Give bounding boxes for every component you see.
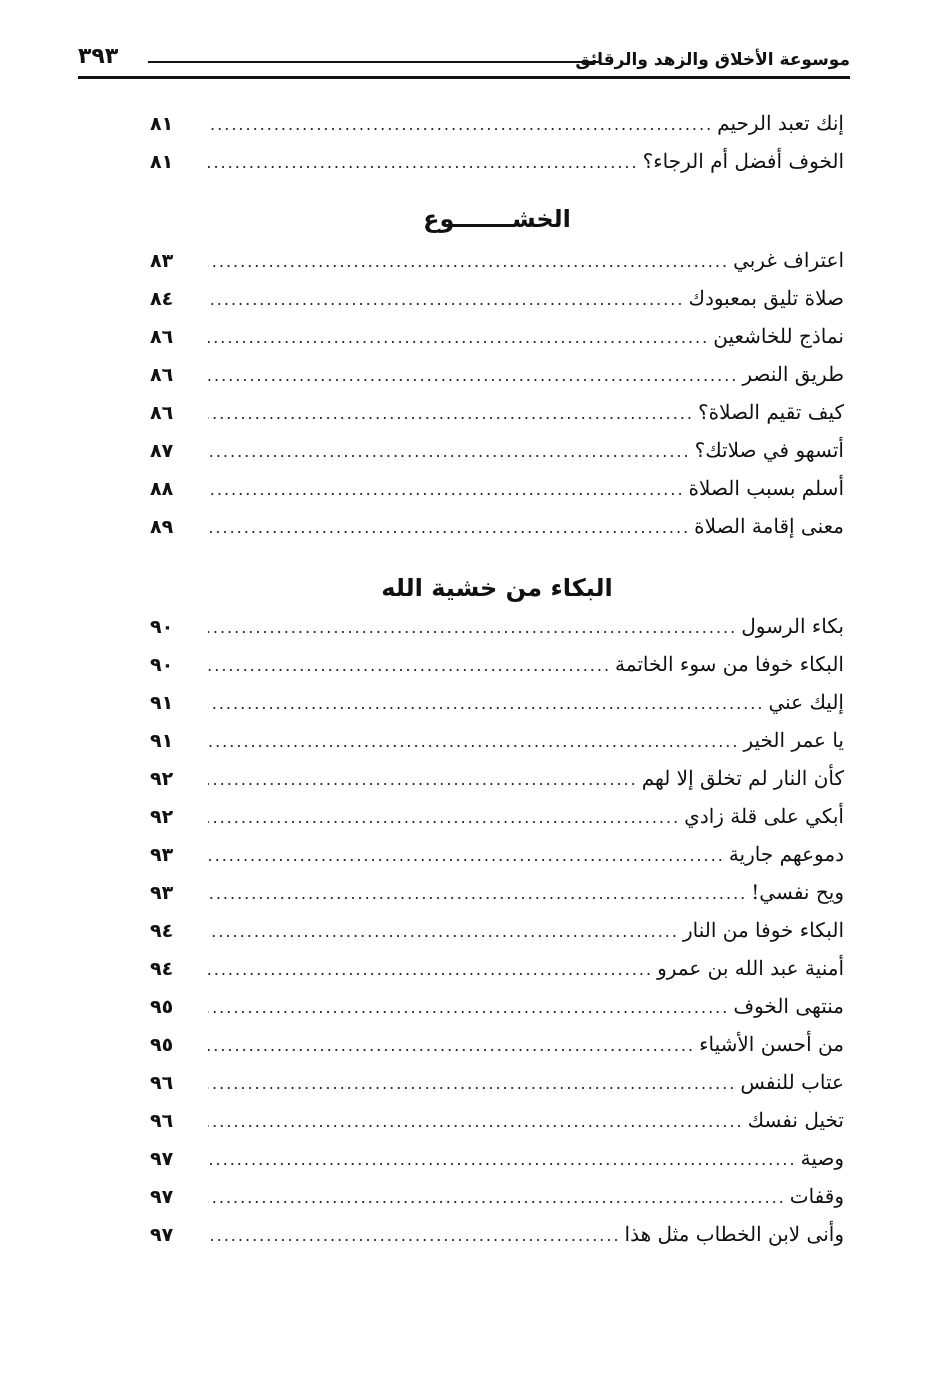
dot-leader	[208, 518, 690, 537]
entry-page-number: ٩٦	[150, 1072, 174, 1094]
toc-entry	[150, 400, 844, 430]
toc-entry	[150, 1032, 844, 1062]
dot-leader	[208, 290, 684, 309]
entry-title: وصية	[800, 1146, 844, 1170]
entry-page-number: ٩٠	[150, 654, 174, 676]
entry-page-number: ٩٣	[150, 844, 174, 866]
entry-page-number: ٨٦	[150, 326, 174, 348]
entry-page-number: ٨٦	[150, 402, 174, 424]
toc-entry	[150, 476, 844, 506]
dot-leader	[208, 1112, 744, 1131]
toc-entry	[150, 438, 844, 468]
entry-title: أبكي على قلة زادي	[684, 804, 844, 828]
toc-entry	[150, 652, 844, 682]
entry-page-number: ٩٧	[150, 1224, 174, 1246]
entry-title: كيف تقيم الصلاة؟	[697, 400, 844, 424]
toc-entry	[150, 728, 844, 758]
header-rule	[148, 61, 600, 63]
entry-title: ويح نفسي!	[751, 880, 844, 904]
toc-entry	[150, 362, 844, 392]
dot-leader	[208, 328, 709, 347]
toc-entry	[150, 614, 844, 644]
entry-title: من أحسن الأشياء	[699, 1032, 844, 1056]
dot-leader	[208, 808, 680, 827]
entry-title: الخوف أفضل أم الرجاء؟	[642, 149, 844, 173]
section-heading: الخشـــــــوع	[423, 205, 571, 233]
header-divider	[78, 76, 850, 79]
dot-leader	[208, 366, 738, 385]
dot-leader	[208, 1188, 786, 1207]
entry-page-number: ٩٥	[150, 1034, 174, 1056]
entry-page-number: ٨٧	[150, 440, 174, 462]
entry-page-number: ٩١	[150, 692, 174, 714]
section-heading: البكاء من خشية الله	[381, 574, 613, 602]
entry-page-number: ٨٩	[150, 516, 174, 538]
toc-entry	[150, 1108, 844, 1138]
dot-leader	[208, 1226, 621, 1245]
dot-leader	[208, 656, 611, 675]
entry-title: عتاب للنفس	[740, 1070, 844, 1094]
toc-entry	[150, 690, 844, 720]
toc-entry	[150, 1184, 844, 1214]
entry-title: وأنى لابن الخطاب مثل هذا	[624, 1222, 844, 1246]
dot-leader	[208, 732, 739, 751]
toc-entry	[150, 149, 844, 179]
toc-entry	[150, 1222, 844, 1252]
entry-page-number: ٩٦	[150, 1110, 174, 1132]
entry-title: اعتراف غربي	[733, 248, 844, 272]
entry-page-number: ٩١	[150, 730, 174, 752]
dot-leader	[208, 153, 639, 172]
entry-title: أتسهو في صلاتك؟	[694, 438, 844, 462]
entry-page-number: ٨٦	[150, 364, 174, 386]
entry-page-number: ٨٣	[150, 250, 174, 272]
entry-title: كأن النار لم تخلق إلا لهم	[641, 766, 844, 790]
dot-leader	[208, 770, 638, 789]
entry-title: نماذج للخاشعين	[713, 324, 844, 348]
dot-leader	[208, 115, 713, 134]
entry-title: إنك تعبد الرحيم	[717, 111, 844, 135]
dot-leader	[208, 960, 653, 979]
entry-title: البكاء خوفا من النار	[682, 918, 844, 942]
dot-leader	[208, 922, 679, 941]
entry-title: صلاة تليق بمعبودك	[688, 286, 844, 310]
entry-page-number: ٨٤	[150, 288, 174, 310]
dot-leader	[208, 618, 737, 637]
page-number: ٣٩٣	[78, 44, 119, 69]
toc-entry	[150, 766, 844, 796]
toc-entry	[150, 1070, 844, 1100]
toc-entry	[150, 111, 844, 141]
entry-page-number: ٨١	[150, 151, 174, 173]
entry-page-number: ٩٧	[150, 1186, 174, 1208]
toc-entry	[150, 918, 844, 948]
dot-leader	[208, 1036, 695, 1055]
toc-entry	[150, 286, 844, 316]
entry-title: إليك عني	[768, 690, 844, 714]
page-header	[78, 44, 850, 78]
entry-page-number: ٩٧	[150, 1148, 174, 1170]
dot-leader	[208, 1150, 797, 1169]
dot-leader	[208, 480, 685, 499]
entry-title: دموعهم جارية	[728, 842, 844, 866]
dot-leader	[208, 884, 747, 903]
entry-page-number: ٩٤	[150, 958, 174, 980]
dot-leader	[208, 846, 725, 865]
dot-leader	[208, 442, 691, 461]
entry-page-number: ٩٢	[150, 806, 174, 828]
dot-leader	[208, 252, 729, 271]
entry-title: أمنية عبد الله بن عمرو	[657, 956, 844, 980]
book-title: موسوعة الأخلاق والزهد والرقائق	[575, 50, 850, 70]
entry-title: يا عمر الخير	[743, 728, 844, 752]
dot-leader	[208, 694, 764, 713]
dot-leader	[208, 404, 694, 423]
entry-title: معنى إقامة الصلاة	[694, 514, 844, 538]
entry-title: البكاء خوفا من سوء الخاتمة	[615, 652, 844, 676]
toc-entry	[150, 1146, 844, 1176]
entry-page-number: ٨٨	[150, 478, 174, 500]
toc-entry	[150, 514, 844, 544]
toc-entry	[150, 956, 844, 986]
entry-title: منتهى الخوف	[733, 994, 844, 1018]
entry-page-number: ٩٤	[150, 920, 174, 942]
dot-leader	[208, 998, 729, 1017]
toc-entry	[150, 994, 844, 1024]
entry-page-number: ٩٥	[150, 996, 174, 1018]
toc-entry	[150, 842, 844, 872]
dot-leader	[208, 1074, 736, 1093]
entry-title: بكاء الرسول	[741, 614, 844, 638]
toc-entry	[150, 804, 844, 834]
entry-page-number: ٩٢	[150, 768, 174, 790]
entry-page-number: ٩٠	[150, 616, 174, 638]
toc-entry	[150, 248, 844, 278]
entry-title: وقفات	[789, 1184, 844, 1208]
toc-entry	[150, 880, 844, 910]
entry-page-number: ٨١	[150, 113, 174, 135]
entry-page-number: ٩٣	[150, 882, 174, 904]
toc-entry	[150, 324, 844, 354]
entry-title: طريق النصر	[742, 362, 844, 386]
entry-title: تخيل نفسك	[747, 1108, 844, 1132]
entry-title: أسلم بسبب الصلاة	[688, 476, 844, 500]
